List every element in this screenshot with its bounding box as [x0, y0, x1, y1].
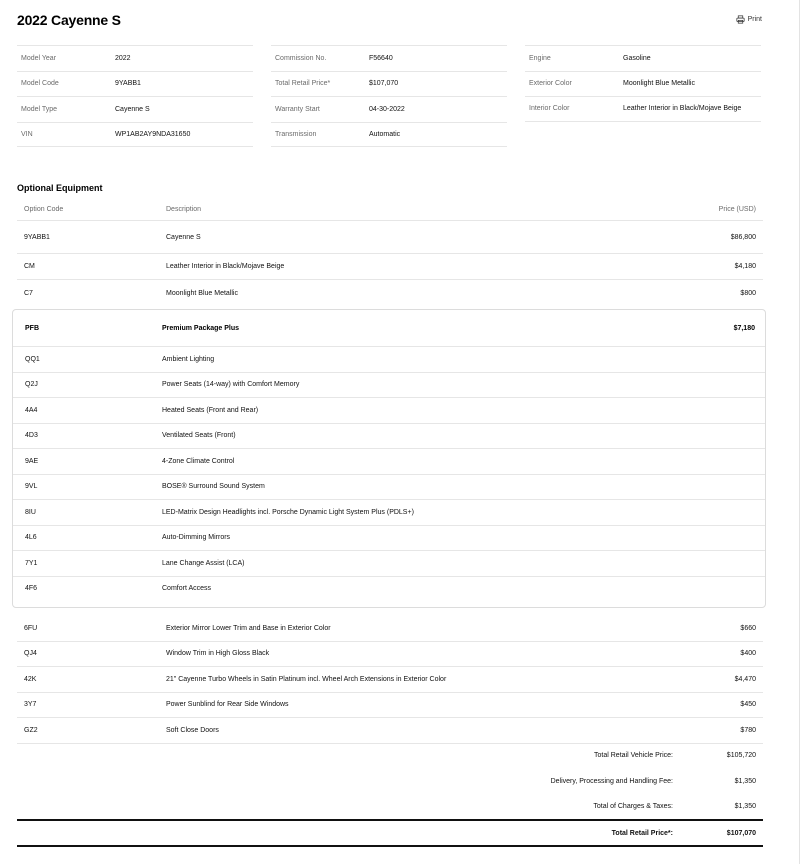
option-price: $86,800 — [730, 233, 756, 241]
option-description: Auto-Dimming Mirrors — [162, 534, 231, 542]
spec-label: Model Year — [21, 54, 57, 62]
total-row — [17, 743, 763, 769]
option-code: QJ4 — [24, 650, 37, 658]
spec-value: Leather Interior in Black/Mojave Beige — [623, 105, 742, 113]
option-description: Power Sunblind for Rear Side Windows — [166, 701, 289, 709]
spec-row — [525, 45, 761, 71]
total-value: $1,350 — [734, 777, 756, 785]
total-value: $1,350 — [734, 803, 756, 811]
total-row — [17, 769, 763, 795]
spec-row — [525, 71, 761, 97]
option-code: 4A4 — [25, 406, 38, 414]
option-description: Power Seats (14-way) with Comfort Memory — [162, 381, 300, 389]
option-code: CM — [24, 263, 35, 270]
spec-label: Interior Color — [529, 105, 570, 113]
total-row — [17, 794, 763, 820]
specs-column-2 — [271, 45, 507, 147]
option-code: 3Y7 — [24, 701, 37, 709]
header-description: Description — [166, 206, 202, 213]
print-label: Print — [747, 16, 762, 23]
spec-row — [271, 45, 507, 71]
table-row — [17, 254, 763, 280]
package-header-row — [13, 310, 765, 346]
printer-icon — [736, 15, 745, 24]
spec-label: Total Retail Price* — [275, 80, 331, 88]
option-code: 4L6 — [25, 534, 37, 542]
header-option-code: Option Code — [24, 206, 64, 213]
spec-label: Exterior Color — [529, 80, 572, 88]
option-code: 7Y1 — [25, 559, 38, 567]
option-code: 8IU — [25, 508, 36, 516]
specs-column-3 — [525, 45, 761, 122]
spec-label: Model Code — [21, 80, 59, 88]
option-price: $800 — [740, 289, 756, 297]
option-code: 42K — [24, 675, 37, 683]
package-item — [13, 423, 765, 449]
table-row — [17, 280, 763, 306]
spec-value: Automatic — [369, 130, 401, 138]
option-description: LED-Matrix Design Headlights incl. Porsche Dynamic Light System Plus (PDLS+) — [162, 508, 414, 516]
option-description: Ambient Lighting — [162, 355, 215, 363]
option-description: Lane Change Assist (LCA) — [162, 559, 245, 567]
option-price: $4,470 — [734, 675, 756, 683]
package-item — [13, 448, 765, 474]
package-price: $7,180 — [733, 324, 755, 332]
spec-row — [17, 71, 253, 97]
package-item — [13, 499, 765, 525]
option-code: C7 — [24, 289, 33, 297]
option-code: 4F6 — [25, 585, 38, 593]
spec-value: $107,070 — [369, 80, 399, 88]
table-header — [17, 199, 763, 221]
option-description: Ventilated Seats (Front) — [162, 432, 236, 440]
spec-value: Cayenne S — [115, 105, 150, 113]
option-description: Soft Close Doors — [166, 726, 219, 734]
spec-row — [17, 45, 253, 71]
option-code: GZ2 — [24, 726, 38, 734]
optional-equipment-heading: Optional Equipment — [17, 183, 103, 193]
option-description: Moonlight Blue Metallic — [166, 289, 238, 297]
package-item — [13, 525, 765, 551]
table-row — [17, 221, 763, 254]
spec-value: 2022 — [115, 54, 131, 62]
spec-row — [271, 96, 507, 122]
option-description: Exterior Mirror Lower Trim and Base in Exterior Color — [166, 624, 331, 632]
header-price: Price (USD) — [718, 206, 756, 213]
option-description: Comfort Access — [162, 585, 212, 593]
option-code: Q2J — [25, 381, 38, 389]
total-value: $105,720 — [726, 752, 756, 760]
spec-label: Engine — [529, 54, 551, 62]
table-row — [17, 642, 763, 668]
grand-total-label: Total Retail Price*: — [611, 829, 673, 837]
option-description: 21" Cayenne Turbo Wheels in Satin Platinum incl. Wheel Arch Extensions in Exterior Color — [166, 675, 447, 683]
grand-total-row — [17, 819, 763, 847]
table-row — [17, 718, 763, 744]
table-row — [17, 667, 763, 693]
spec-value: F56640 — [369, 54, 393, 62]
total-label: Total Retail Vehicle Price: — [594, 752, 673, 760]
option-code: 9AE — [25, 457, 39, 465]
total-label: Delivery, Processing and Handling Fee: — [550, 777, 673, 785]
spec-value: 9YABB1 — [115, 80, 141, 88]
package-description: Premium Package Plus — [162, 324, 240, 332]
option-description: Window Trim in High Gloss Black — [166, 650, 270, 658]
package-code: PFB — [25, 324, 39, 332]
total-label: Total of Charges & Taxes: — [593, 803, 673, 811]
option-price: $450 — [740, 701, 756, 709]
option-code: QQ1 — [25, 355, 40, 363]
package-group — [12, 309, 766, 608]
option-description: Leather Interior in Black/Mojave Beige — [166, 263, 285, 270]
option-code: 9YABB1 — [24, 233, 50, 241]
table-row — [17, 693, 763, 719]
spec-value: WP1AB2AY9NDA31650 — [115, 130, 191, 138]
spec-label: VIN — [21, 130, 33, 138]
spec-row — [271, 122, 507, 148]
spec-value: Moonlight Blue Metallic — [623, 80, 695, 88]
spec-label: Model Type — [21, 105, 58, 113]
spec-label: Transmission — [275, 130, 317, 138]
spec-row — [271, 71, 507, 97]
option-price: $660 — [740, 624, 756, 632]
spec-label: Commission No. — [275, 54, 327, 62]
option-description: BOSE® Surround Sound System — [162, 483, 265, 491]
package-item — [13, 550, 765, 576]
spec-value: Gasoline — [623, 54, 651, 62]
page-title: 2022 Cayenne S — [17, 12, 121, 28]
spec-row — [17, 122, 253, 148]
spec-label: Warranty Start — [275, 105, 320, 113]
package-item — [13, 397, 765, 423]
option-description: Heated Seats (Front and Rear) — [162, 406, 259, 414]
specs-column-1 — [17, 45, 253, 147]
optional-equipment-table — [17, 199, 763, 306]
optional-equipment-rows-after — [17, 616, 763, 744]
price-totals — [17, 743, 763, 820]
option-code: 4D3 — [25, 432, 38, 440]
option-code: 6FU — [24, 624, 38, 632]
spec-value: 04-30-2022 — [369, 105, 405, 113]
option-price: $4,180 — [734, 263, 756, 270]
package-item — [13, 474, 765, 500]
option-price: $400 — [740, 650, 756, 658]
option-code: 9VL — [25, 483, 38, 491]
grand-total-value: $107,070 — [726, 829, 756, 837]
spec-row — [525, 96, 761, 122]
print-button[interactable] — [736, 15, 762, 24]
spec-row — [17, 96, 253, 122]
option-description: 4-Zone Climate Control — [162, 457, 235, 465]
package-item — [13, 346, 765, 372]
option-price: $780 — [740, 726, 756, 734]
package-item — [13, 372, 765, 398]
option-description: Cayenne S — [166, 233, 201, 241]
package-item — [13, 576, 765, 602]
table-row — [17, 616, 763, 642]
